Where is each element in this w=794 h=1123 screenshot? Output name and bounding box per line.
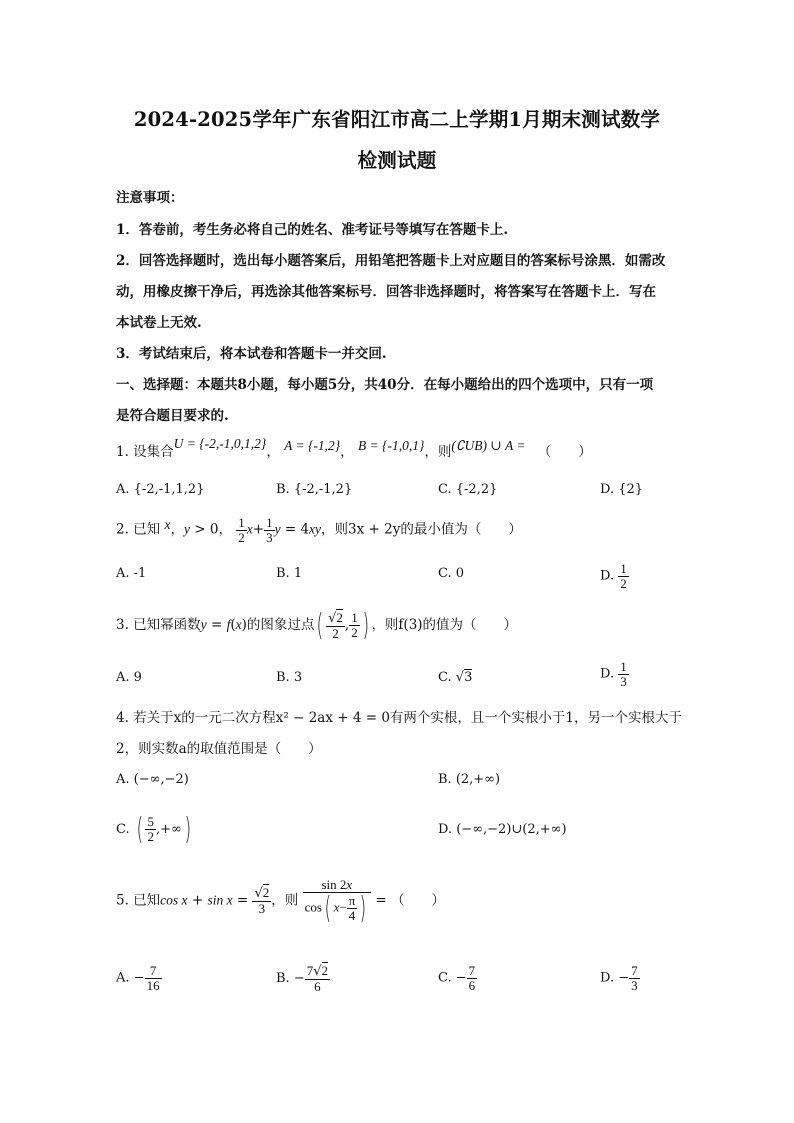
title-line-2: 检测试题 <box>357 149 437 172</box>
q3-option-c: C. √3 <box>438 670 473 685</box>
q1-set-a: A = {-1,2} <box>284 438 341 453</box>
notice-item-2c: 本试卷上无效. <box>116 315 202 331</box>
notice-item-3: 3．考试结束后，将本试卷和答题卡一并交回. <box>116 346 387 362</box>
q1-option-c: C. {-2,2} <box>438 482 498 497</box>
q4-line-2: 2，则实数a的取值范围是（ ） <box>116 741 322 757</box>
q2-option-a: A. -1 <box>116 566 147 581</box>
q5-option-d: D. − $\frac{7}{3}$ <box>600 963 638 993</box>
q1-set-b: B = {-1,0,1} <box>357 438 425 453</box>
q5-option-b: B. − $\frac{7√2}{6}$ <box>276 963 329 994</box>
q1-expr: (∁UB) ∪ A = <box>451 438 526 453</box>
q3-option-a: A. 9 <box>116 670 142 685</box>
q1-paren: （ ） <box>537 444 592 460</box>
q1-option-b: B. {-2,-1,2} <box>276 482 353 497</box>
notice-item-1: 1．答卷前，考生务必将自己的姓名、准考证号等填写在答题卡上. <box>116 222 509 238</box>
q4-option-a: A. (−∞,−2) <box>116 772 189 787</box>
section-1-line-1: 一、选择题：本题共8小题，每小题5分，共40分．在每小题给出的四个选项中，只有一项 <box>116 377 654 393</box>
q5-prefix: 5. 已知 <box>116 892 161 909</box>
notice-item-2b: 动，用橡皮擦干净后，再选涂其他答案标号．回答非选择题时，将答案写在答题卡上．写在 <box>116 284 656 300</box>
question-1: 1. 设集合U = {-2,-1,0,1,2}， A = {-1,2}， B = {-1,0,1}，则(∁UB) ∪ A = （ ） <box>116 436 592 460</box>
q2-tail: ，则3x + 2y的最小值为（ ） <box>321 521 522 538</box>
title-line-1: 2024-2025学年广东省阳江市高二上学期1月期末测试数学 <box>133 108 661 131</box>
q1-option-a: A. {-2,-1,1,2} <box>116 482 205 497</box>
section-1-line-2: 是符合题目要求的. <box>116 408 229 424</box>
q3-option-d: D. $\frac{1}{3}$ <box>600 659 627 689</box>
notice-heading: 注意事项： <box>116 190 184 206</box>
q5-option-a: A. − $\frac{7}{16}$ <box>116 963 160 993</box>
q2-option-c: C. 0 <box>438 566 465 581</box>
q1-then: ，则 <box>424 444 452 460</box>
q5-tail: （ ） <box>390 892 445 909</box>
q3-tail: ，则f(3)的值为（ ） <box>371 617 518 633</box>
q2-option-b: B. 1 <box>276 566 303 581</box>
q2-option-d: D. $\frac{1}{2}$ <box>600 561 627 591</box>
q2-prefix: 2. 已知 <box>116 521 161 538</box>
question-5: 5. 已知cos x + sin x = $\frac{√2}{3}$ ，则 sin 2x cos( x− $\frac{\pi}{4}$ ) = （ ） <box>116 877 445 926</box>
q1-option-d: D. {2} <box>600 482 644 497</box>
q4-line-1: 4. 若关于x的一元二次方程x² − 2ax + 4 = 0有两个实根，且一个实根小于1，另一个实根大于 <box>116 710 683 726</box>
q4-option-c: C. ( $\frac{5}{2}$ ,+∞) <box>116 812 191 847</box>
q1-set-u: U = {-2,-1,0,1,2} <box>173 436 267 451</box>
q3-prefix: 3. 已知幂函数 <box>116 617 201 633</box>
q4-option-d: D. (−∞,−2)∪(2,+∞) <box>438 822 567 837</box>
q1-prefix: 1. 设集合 <box>116 444 174 460</box>
notice-item-2a: 2．回答选择题时，选出每小题答案后，用铅笔把答题卡上对应题目的答案标号涂黑．如需改 <box>116 253 666 269</box>
q3-option-b: B. 3 <box>276 670 303 685</box>
q5-option-c: C. − $\frac{7}{6}$ <box>438 963 476 993</box>
q4-option-b: B. (2,+∞) <box>438 772 501 787</box>
question-2: 2. 已知 x，y > 0， $\frac{1}{2}$ x+ $\frac{1}{3}$ y = 4xy，则3x + 2y的最小值为（ ） <box>116 515 522 545</box>
q3-mid: 的图象过点 <box>246 617 315 633</box>
question-3: 3. 已知幂函数y = f(x)的图象过点( $\frac{√2}{2}$ , $\frac{1}{2}$ ) ，则f(3)的值为（ ） <box>116 608 518 643</box>
